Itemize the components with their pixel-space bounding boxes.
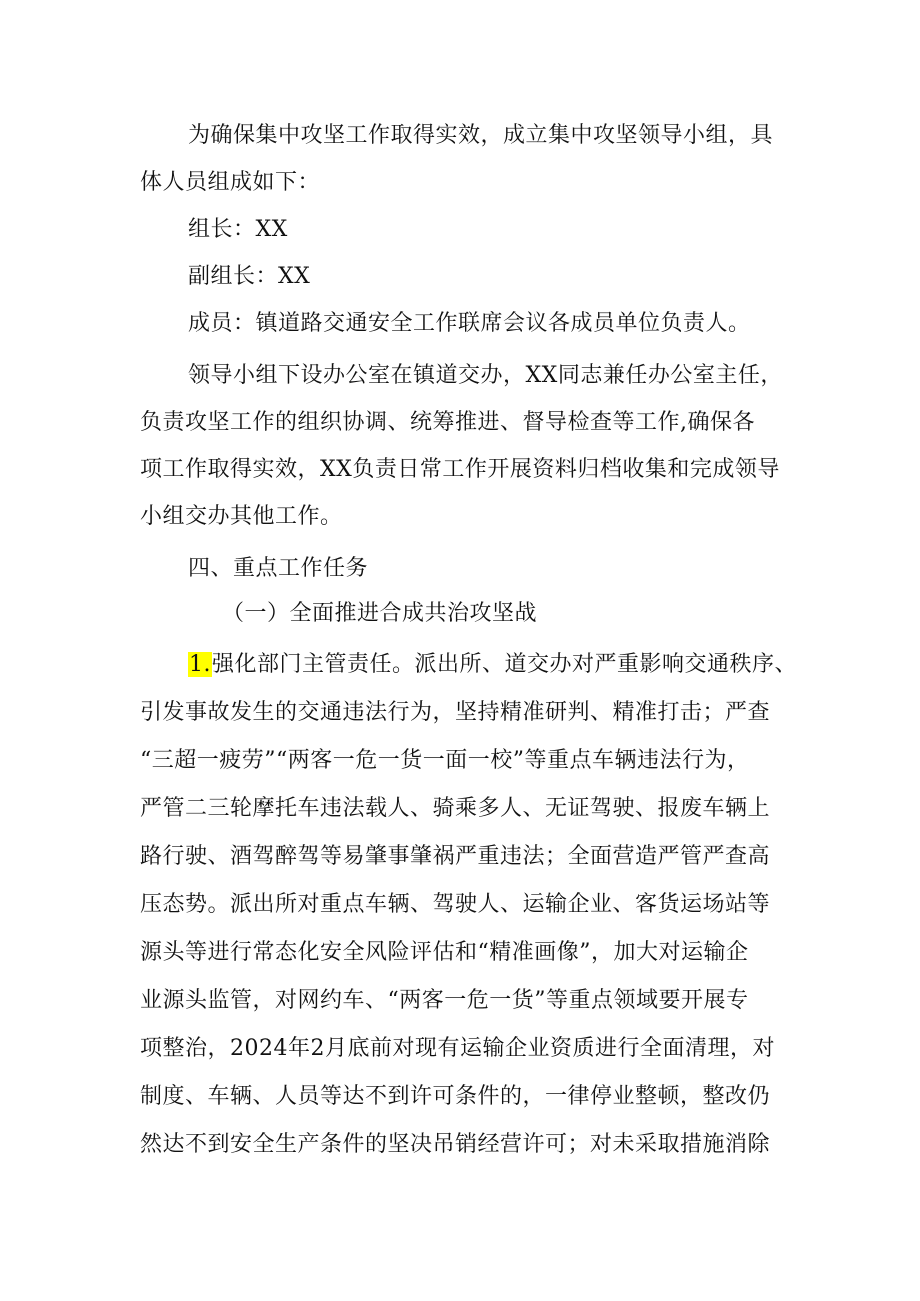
task-paragraph-line-1-text: 强化部门主管责任。派出所、道交办对严重影响交通秩序、 <box>212 652 798 677</box>
office-paragraph-line-1: 领导小组下设办公室在镇道交办，XX同志兼任办公室主任， <box>188 363 783 388</box>
office-paragraph-line-3: 项工作取得实效，XX负责日常工作开展资料归档收集和完成领导 <box>140 457 780 482</box>
deputy-leader-line: 副组长：XX <box>188 264 311 289</box>
paragraph-line-1: 为确保集中攻坚工作取得实效，成立集中攻坚领导小组，具 <box>188 123 774 148</box>
task-paragraph-line-11: 然达不到安全生产条件的坚决吊销经营许可；对未采取措施消除 <box>140 1132 771 1157</box>
members-line: 成员：镇道路交通安全工作联席会议各成员单位负责人。 <box>188 311 751 336</box>
task-paragraph-line-4: 严管二三轮摩托车违法载人、骑乘多人、无证驾驶、报废车辆上 <box>140 796 771 821</box>
task-paragraph-line-6: 压态势。派出所对重点车辆、驾驶人、运输企业、客货运场站等 <box>140 892 771 917</box>
task-paragraph-line-2: 引发事故发生的交通违法行为，坚持精准研判、精准打击；严查 <box>140 700 771 725</box>
task-paragraph-line-9: 项整治，2024年2月底前对现有运输企业资质进行全面清理，对 <box>140 1036 775 1061</box>
task-paragraph-line-7: 源头等进行常态化安全风险评估和“精准画像”，加大对运输企 <box>140 940 749 965</box>
task-paragraph-line-8: 业源头监管，对网约车、“两客一危一货”等重点领域要开展专 <box>140 988 749 1013</box>
office-paragraph-line-4: 小组交办其他工作。 <box>140 504 343 529</box>
task-paragraph-line-5: 路行驶、酒驾醉驾等易肇事肇祸严重违法；全面营造严管严查高 <box>140 844 771 869</box>
task-paragraph-line-3: “三超一疲劳”“两客一危一货一面一校”等重点车辆违法行为， <box>140 748 750 773</box>
section-heading: 四、重点工作任务 <box>188 556 369 581</box>
task-paragraph-line-10: 制度、车辆、人员等达不到许可条件的，一律停业整顿，整改仍 <box>140 1084 771 1109</box>
subsection-heading: （一）全面推进合成共治攻坚战 <box>222 601 538 626</box>
paragraph-line-2: 体人员组成如下： <box>140 170 321 195</box>
task-paragraph-line-1 <box>188 645 838 685</box>
highlighted-item-number: 1. <box>189 652 211 677</box>
leader-line: 组长：XX <box>188 217 288 242</box>
office-paragraph-line-2: 负责攻坚工作的组织协调、统筹推进、督导检查等工作,确保各 <box>140 410 755 435</box>
